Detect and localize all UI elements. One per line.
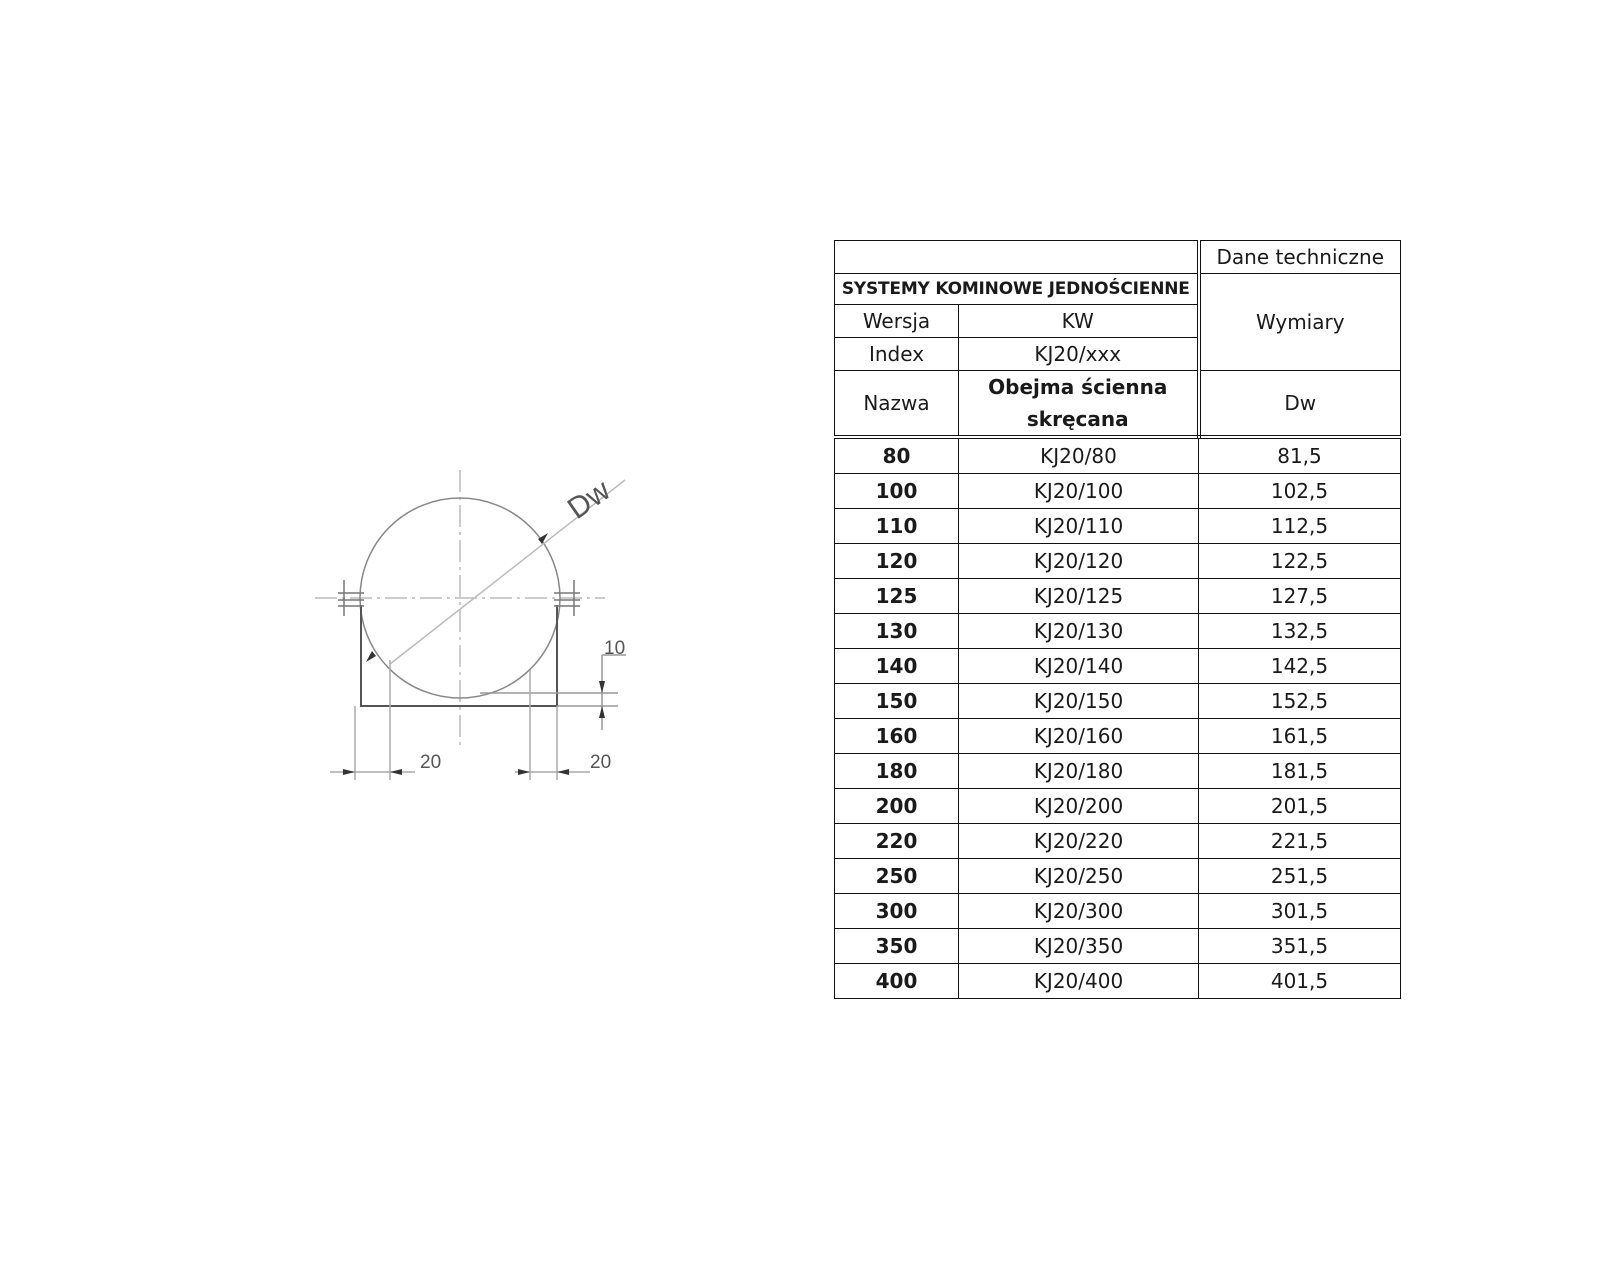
size-cell: 150 — [835, 684, 959, 719]
dim20-right-arrow-a — [518, 769, 530, 775]
dim-20-right-label: 20 — [590, 752, 612, 773]
index-cell: KJ20/150 — [959, 684, 1199, 719]
dimension-10 — [480, 655, 626, 730]
table-row — [835, 579, 1401, 614]
index-cell: KJ20/400 — [959, 964, 1199, 999]
dw-cell: 201,5 — [1199, 789, 1401, 824]
system-row — [835, 274, 1401, 305]
index-cell: KJ20/300 — [959, 894, 1199, 929]
table-row — [835, 719, 1401, 754]
nazwa-label: Nazwa — [835, 371, 959, 438]
size-cell: 250 — [835, 859, 959, 894]
index-cell: KJ20/160 — [959, 719, 1199, 754]
size-cell: 160 — [835, 719, 959, 754]
table-row — [835, 684, 1401, 719]
size-cell: 200 — [835, 789, 959, 824]
dw-cell: 301,5 — [1199, 894, 1401, 929]
dw-cell: 127,5 — [1199, 579, 1401, 614]
header-wymiary: Wymiary — [1199, 274, 1401, 371]
index-cell: KJ20/180 — [959, 754, 1199, 789]
nazwa-value — [959, 371, 1199, 438]
table-row — [835, 544, 1401, 579]
dim20-left-arrow-b — [390, 769, 402, 775]
size-cell: 350 — [835, 929, 959, 964]
dw-cell: 122,5 — [1199, 544, 1401, 579]
size-cell: 80 — [835, 437, 959, 474]
size-cell: 130 — [835, 614, 959, 649]
nazwa-row — [835, 371, 1401, 438]
table-header-row — [835, 241, 1401, 274]
index-cell: KJ20/220 — [959, 824, 1199, 859]
dw-arrow-bottom — [366, 651, 376, 662]
index-cell: KJ20/250 — [959, 859, 1199, 894]
index-label: Index — [835, 338, 959, 371]
size-cell: 180 — [835, 754, 959, 789]
table-row — [835, 894, 1401, 929]
nazwa-value-line1: Obejma ścienna — [988, 375, 1168, 399]
blank-header-cell — [835, 241, 1199, 274]
dim20-left-arrow-a — [343, 769, 355, 775]
technical-data-table — [834, 240, 1401, 999]
dim10-arrow-top — [599, 681, 605, 693]
size-cell: 300 — [835, 894, 959, 929]
index-cell: KJ20/130 — [959, 614, 1199, 649]
size-cell: 100 — [835, 474, 959, 509]
nazwa-value-line2: skręcana — [1026, 407, 1129, 431]
dw-cell: 152,5 — [1199, 684, 1401, 719]
table-row — [835, 509, 1401, 544]
wall-clamp-drawing — [300, 450, 660, 810]
dw-cell: 251,5 — [1199, 859, 1401, 894]
size-cell: 125 — [835, 579, 959, 614]
table-row — [835, 437, 1401, 474]
wersja-value: KW — [959, 305, 1199, 338]
size-cell: 400 — [835, 964, 959, 999]
dw-cell: 181,5 — [1199, 754, 1401, 789]
index-cell: KJ20/80 — [959, 437, 1199, 474]
dw-cell: 221,5 — [1199, 824, 1401, 859]
dw-cell: 161,5 — [1199, 719, 1401, 754]
index-cell: KJ20/200 — [959, 789, 1199, 824]
index-value: KJ20/xxx — [959, 338, 1199, 371]
dw-cell: 81,5 — [1199, 437, 1401, 474]
dw-cell: 142,5 — [1199, 649, 1401, 684]
wersja-label: Wersja — [835, 305, 959, 338]
dim-10-label: 10 — [604, 638, 626, 659]
table-row — [835, 824, 1401, 859]
table-row — [835, 929, 1401, 964]
index-cell: KJ20/100 — [959, 474, 1199, 509]
dw-cell: 351,5 — [1199, 929, 1401, 964]
header-system: SYSTEMY KOMINOWE JEDNOŚCIENNE — [835, 274, 1199, 305]
table-row — [835, 754, 1401, 789]
dw-cell: 132,5 — [1199, 614, 1401, 649]
size-cell: 220 — [835, 824, 959, 859]
table-row — [835, 964, 1401, 999]
dim-20-left-label: 20 — [420, 752, 442, 773]
table-row — [835, 859, 1401, 894]
table-row — [835, 614, 1401, 649]
index-cell: KJ20/110 — [959, 509, 1199, 544]
dw-cell: 401,5 — [1199, 964, 1401, 999]
index-cell: KJ20/125 — [959, 579, 1199, 614]
table-row — [835, 649, 1401, 684]
dw-label: Dw — [561, 473, 617, 526]
index-cell: KJ20/120 — [959, 544, 1199, 579]
index-cell: KJ20/350 — [959, 929, 1199, 964]
size-cell: 110 — [835, 509, 959, 544]
size-cell: 140 — [835, 649, 959, 684]
dim10-arrow-bottom — [599, 706, 605, 718]
table-row — [835, 789, 1401, 824]
dw-cell: 112,5 — [1199, 509, 1401, 544]
dw-label-cell: Dw — [1199, 371, 1401, 438]
size-cell: 120 — [835, 544, 959, 579]
table-row — [835, 474, 1401, 509]
dw-cell: 102,5 — [1199, 474, 1401, 509]
dim20-right-arrow-b — [557, 769, 569, 775]
header-dane-techniczne: Dane techniczne — [1199, 241, 1401, 274]
index-cell: KJ20/140 — [959, 649, 1199, 684]
